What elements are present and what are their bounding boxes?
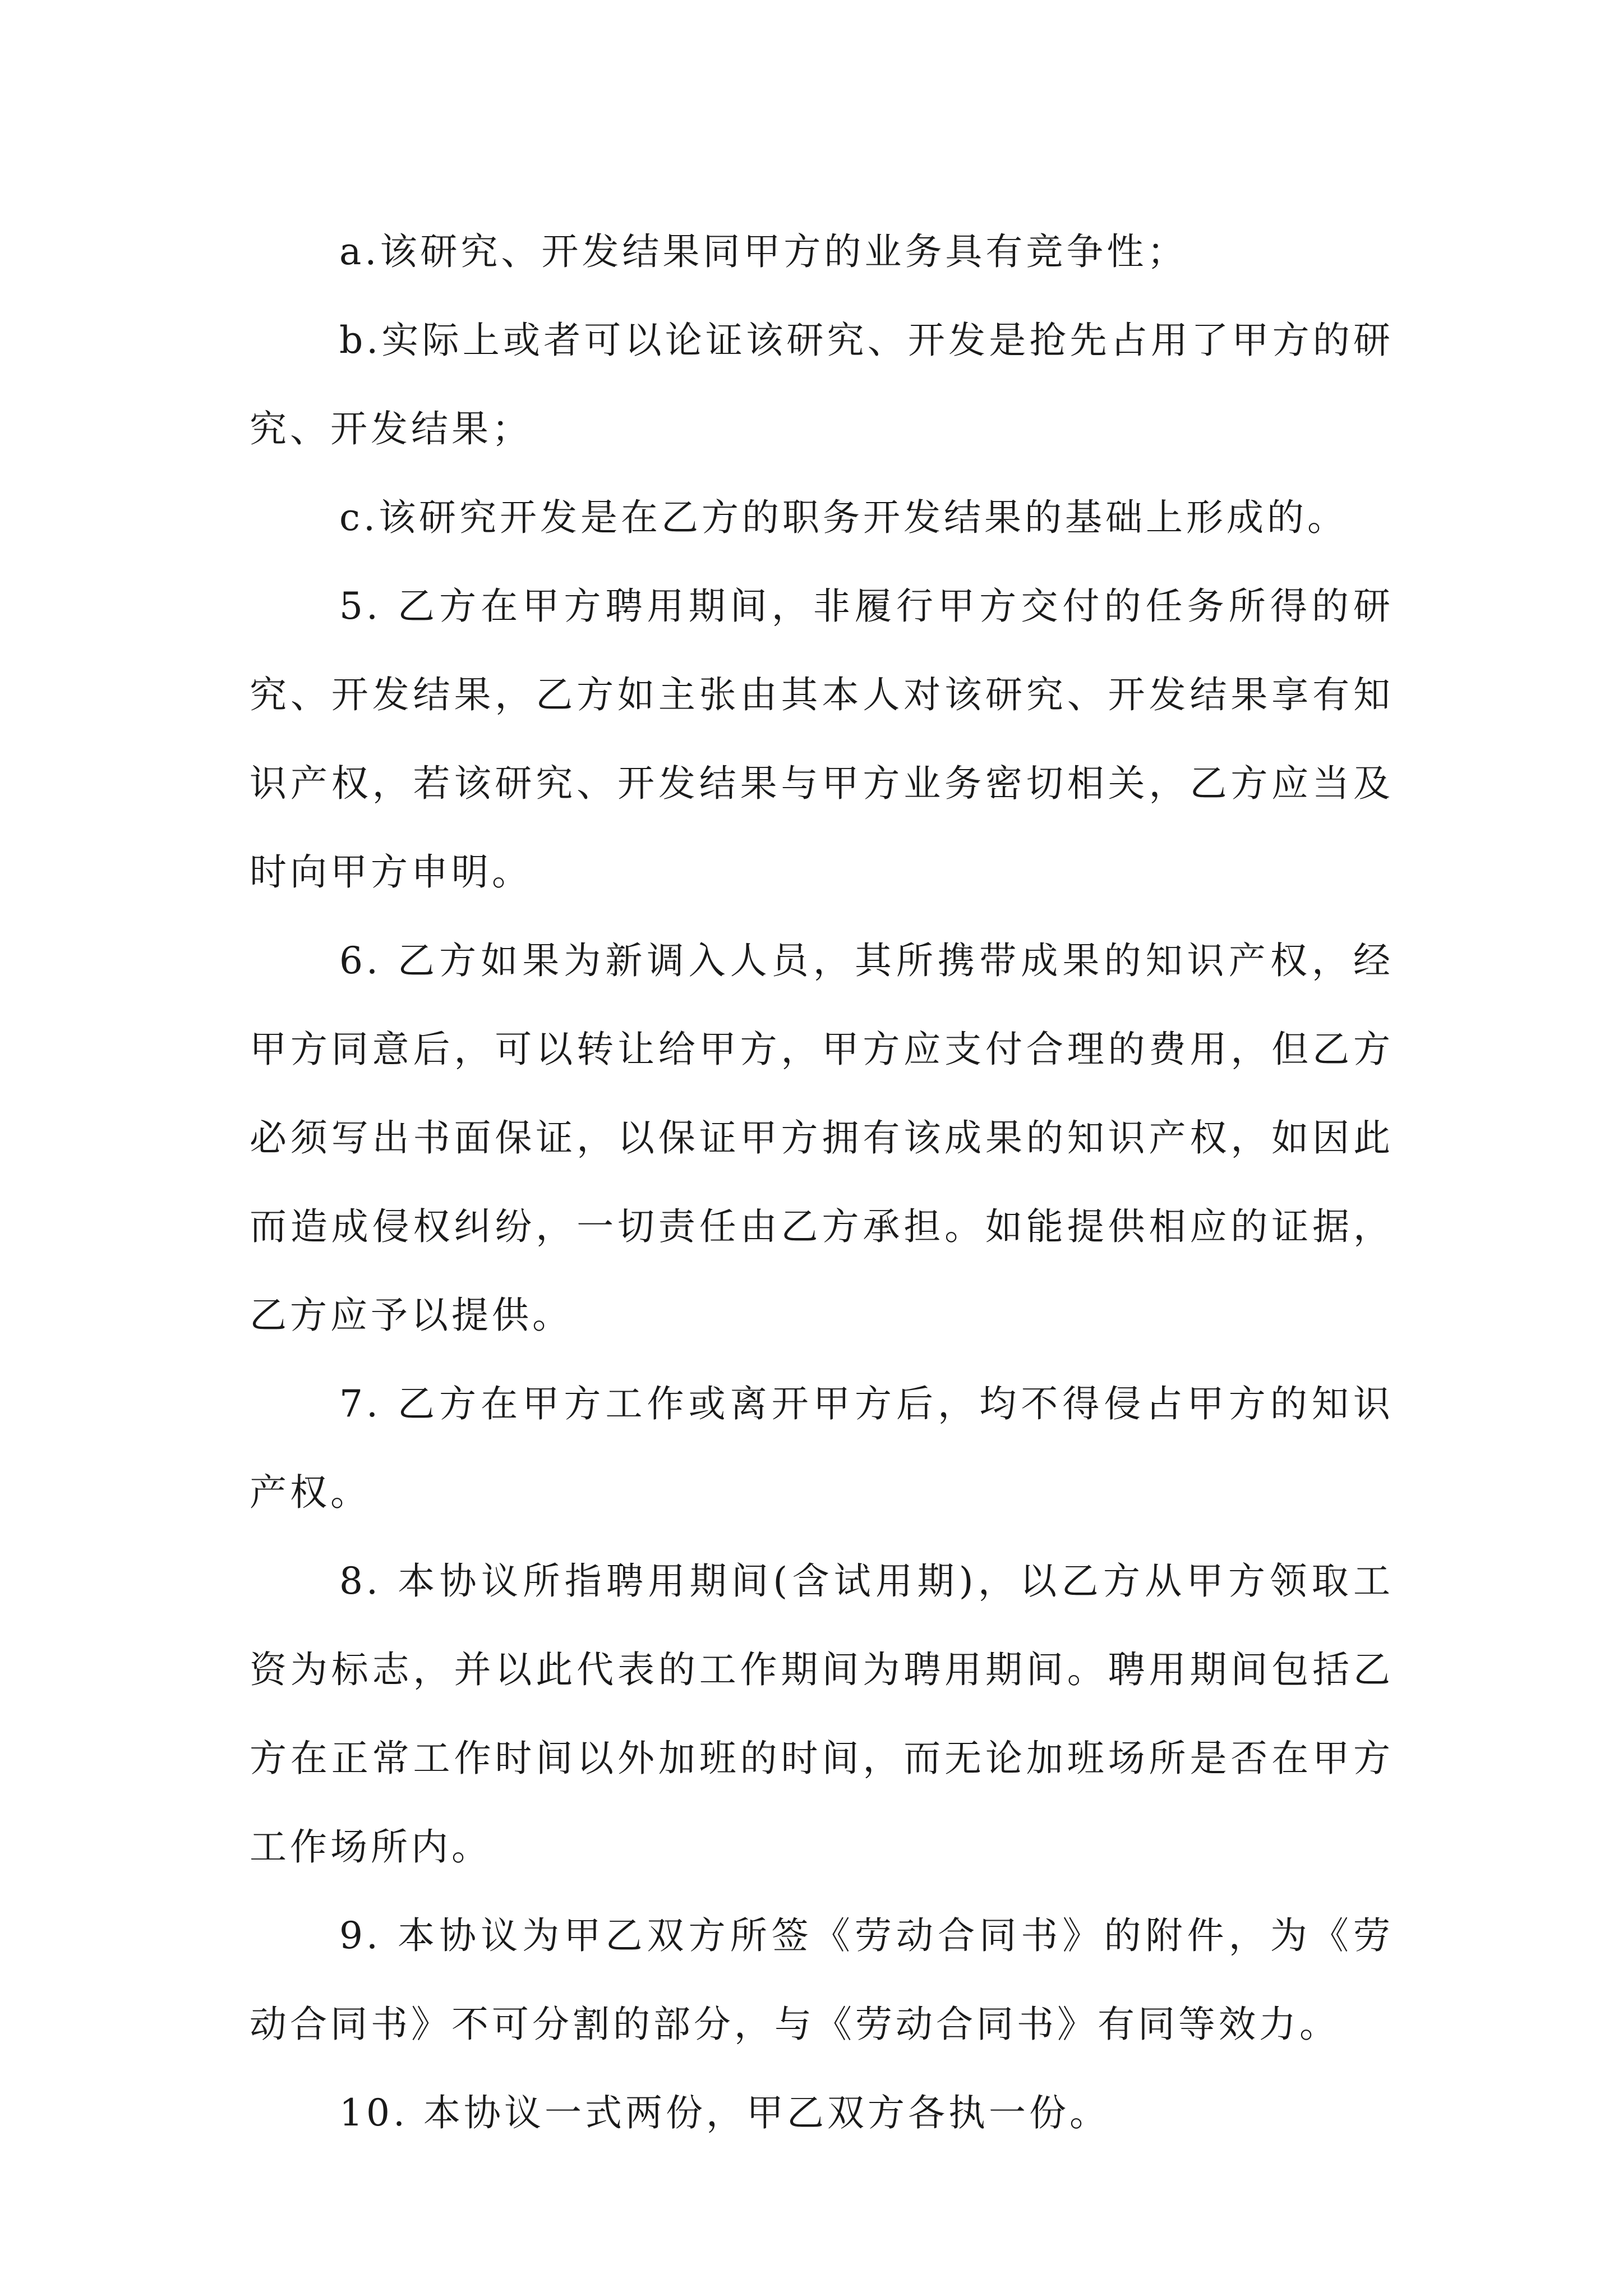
clause-6: 6. 乙方如果为新调入人员，其所携带成果的知识产权，经甲方同意后，可以转让给甲方，甲方应支付合理的费用，但乙方必须写出书面保证，以保证甲方拥有该成果的知识产权，如因此而造成侵权纠纷，一切责任由乙方承担。如能提供相应的证据，乙方应予以提供。 — [250, 939, 1394, 1337]
document-body — [250, 208, 1394, 2157]
clause-8: 8. 本协议所指聘用期间(含试用期)，以乙方从甲方领取工资为标志，并以此代表的工作期间为聘用期间。聘用期间包括乙方在正常工作时间以外加班的时间，而无论加班场所是否在甲方工作场所内。 — [250, 1559, 1394, 1869]
clause-7: 7. 乙方在甲方工作或离开甲方后，均不得侵占甲方的知识产权。 — [250, 1382, 1394, 1514]
clause-5: 5. 乙方在甲方聘用期间，非履行甲方交付的任务所得的研究、开发结果，乙方如主张由其本人对该研究、开发结果享有知识产权，若该研究、开发结果与甲方业务密切相关，乙方应当及时向甲方申明。 — [250, 585, 1394, 894]
clause-9: 9. 本协议为甲乙双方所签《劳动合同书》的附件，为《劳动合同书》不可分割的部分，与《劳动合同书》有同等效力。 — [250, 1914, 1394, 2046]
clause-10: 10. 本协议一式两份，甲乙双方各执一份。 — [339, 2091, 1110, 2134]
clause-a: a.该研究、开发结果同甲方的业务具有竞争性； — [339, 230, 1188, 273]
clause-b: b.实际上或者可以论证该研究、开发是抢先占用了甲方的研究、开发结果； — [250, 319, 1394, 450]
clause-c: c.该研究开发是在乙方的职务开发结果的基础上形成的。 — [339, 496, 1348, 539]
